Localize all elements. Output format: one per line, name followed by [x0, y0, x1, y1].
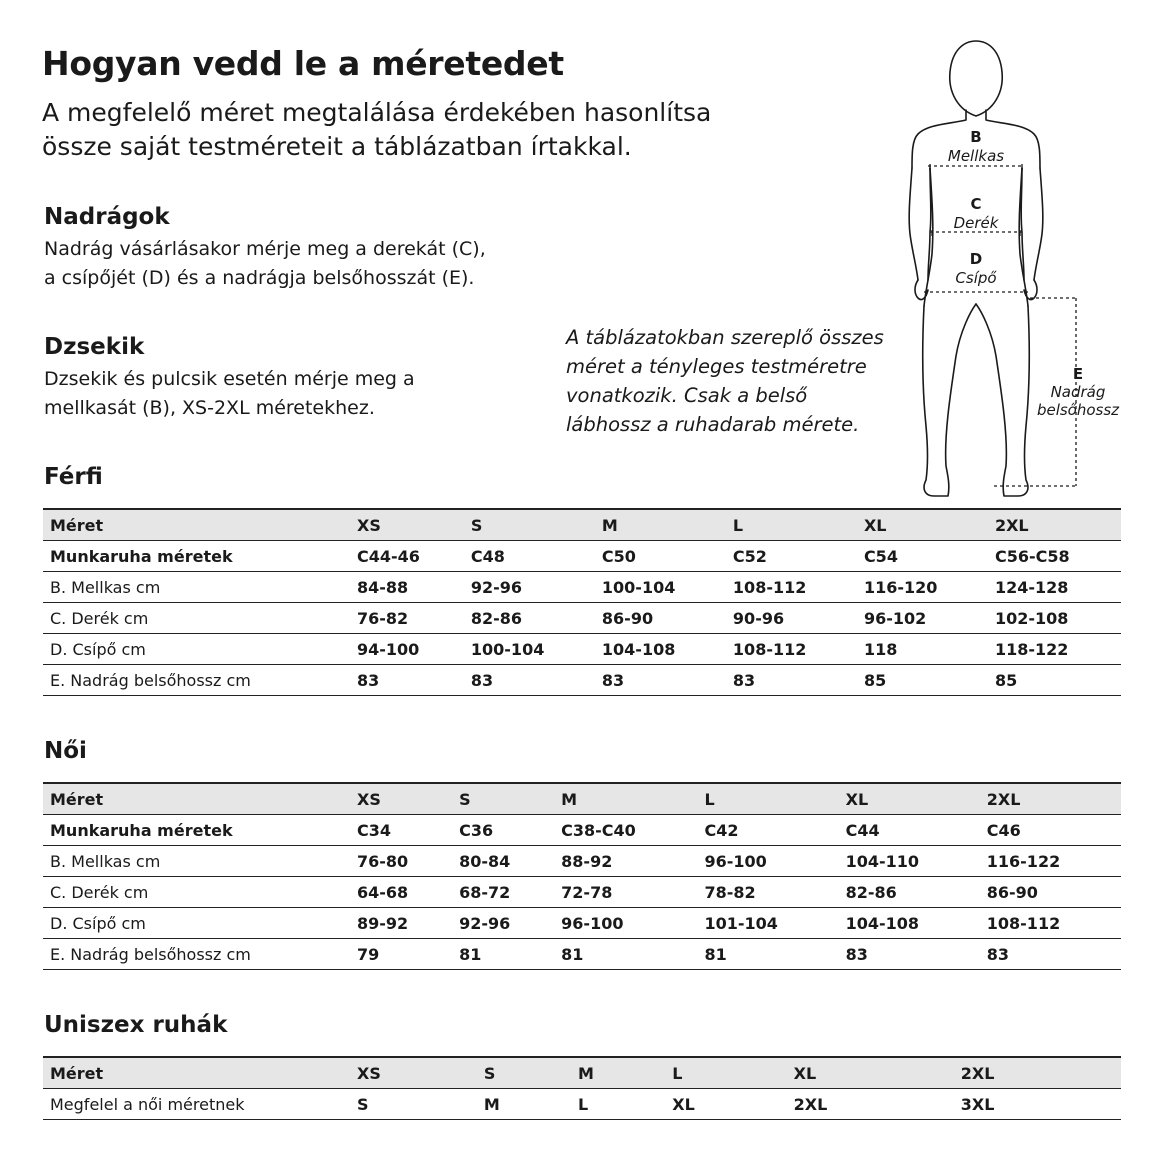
cell: 81	[452, 939, 554, 970]
cell: 83	[980, 939, 1121, 970]
cell: XS	[350, 783, 452, 815]
jackets-line-1: Dzsekik és pulcsik esetén mérje meg a	[44, 368, 415, 390]
cell: 118-122	[988, 634, 1121, 665]
cell: C38-C40	[554, 815, 697, 846]
row-label: Méret	[43, 1057, 350, 1089]
row-label: Méret	[43, 783, 350, 815]
row-label: D. Csípő cm	[43, 634, 350, 665]
men-table-title: Férfi	[44, 464, 103, 490]
cell: 104-110	[839, 846, 980, 877]
cell: 82-86	[839, 877, 980, 908]
note-line-1: A táblázatokban szereplő összes	[566, 326, 884, 349]
cell: C34	[350, 815, 452, 846]
women-size-table	[43, 782, 1121, 970]
cell: 80-84	[452, 846, 554, 877]
cell: S	[350, 1089, 477, 1120]
cell: 79	[350, 939, 452, 970]
cell: C44	[839, 815, 980, 846]
jackets-text	[44, 365, 415, 423]
cell: XL	[665, 1089, 786, 1120]
table-row	[43, 783, 1121, 815]
cell: M	[477, 1089, 571, 1120]
cell: S	[452, 783, 554, 815]
row-label: C. Derék cm	[43, 877, 350, 908]
cell: XL	[857, 509, 988, 541]
note-line-4: lábhossz a ruhadarab mérete.	[566, 413, 860, 436]
cell: S	[464, 509, 595, 541]
cell: 102-108	[988, 603, 1121, 634]
cell: 72-78	[554, 877, 697, 908]
table-row	[43, 1057, 1121, 1089]
cell: 92-96	[464, 572, 595, 603]
cell: C56-C58	[988, 541, 1121, 572]
row-label: D. Csípő cm	[43, 908, 350, 939]
row-label: B. Mellkas cm	[43, 846, 350, 877]
cell: 2XL	[988, 509, 1121, 541]
cell: 94-100	[350, 634, 464, 665]
cell: XS	[350, 1057, 477, 1089]
cell: 116-120	[857, 572, 988, 603]
table-row	[43, 509, 1121, 541]
cell: C48	[464, 541, 595, 572]
cell: L	[571, 1089, 665, 1120]
intro-line-2: össze saját testméreteit a táblázatban írtakkal.	[42, 132, 632, 161]
pants-heading: Nadrágok	[44, 204, 170, 230]
cell: 124-128	[988, 572, 1121, 603]
cell: 108-112	[726, 572, 857, 603]
cell: 104-108	[839, 908, 980, 939]
cell: 96-102	[857, 603, 988, 634]
cell: S	[477, 1057, 571, 1089]
cell: 2XL	[954, 1057, 1121, 1089]
cell: 96-100	[554, 908, 697, 939]
jackets-section	[44, 334, 415, 423]
cell: 64-68	[350, 877, 452, 908]
cell: 2XL	[787, 1089, 954, 1120]
figure-b-letter: B	[970, 128, 982, 146]
women-table-title: Női	[44, 738, 87, 764]
cell: 108-112	[726, 634, 857, 665]
cell: 89-92	[350, 908, 452, 939]
pants-line-2: a csípőjét (D) és a nadrágja belsőhosszát (E).	[44, 267, 475, 289]
figure-e-name-2: belsőhossz	[1036, 401, 1120, 419]
figure-c-letter: C	[970, 195, 982, 213]
figure-label-c	[936, 195, 1016, 233]
cell: C46	[980, 815, 1121, 846]
row-label: Megfelel a női méretnek	[43, 1089, 350, 1120]
cell: 83	[839, 939, 980, 970]
table-row	[43, 541, 1121, 572]
cell: C44-46	[350, 541, 464, 572]
note-line-2: méret a tényleges testméretre	[566, 355, 867, 378]
cell: 116-122	[980, 846, 1121, 877]
table-row	[43, 815, 1121, 846]
note-line-3: vonatkozik. Csak a belső	[566, 384, 808, 407]
cell: XL	[787, 1057, 954, 1089]
cell: 3XL	[954, 1089, 1121, 1120]
page-title: Hogyan vedd le a méretedet	[42, 44, 564, 83]
cell: 85	[988, 665, 1121, 696]
row-label: Munkaruha méretek	[43, 541, 350, 572]
pants-text	[44, 235, 486, 293]
cell: C42	[697, 815, 838, 846]
cell: C52	[726, 541, 857, 572]
cell: 96-100	[697, 846, 838, 877]
row-label: Méret	[43, 509, 350, 541]
cell: 83	[595, 665, 726, 696]
cell: 83	[464, 665, 595, 696]
cell: 78-82	[697, 877, 838, 908]
cell: L	[697, 783, 838, 815]
cell: C54	[857, 541, 988, 572]
pants-section	[44, 204, 486, 293]
cell: 68-72	[452, 877, 554, 908]
cell: 88-92	[554, 846, 697, 877]
figure-d-letter: D	[969, 250, 983, 268]
figure-label-d	[936, 250, 1016, 288]
figure-e-name-1: Nadrág	[1050, 383, 1106, 401]
figure-c-name: Derék	[953, 214, 999, 232]
table-row	[43, 939, 1121, 970]
figure-label-b	[936, 128, 1016, 166]
cell: 118	[857, 634, 988, 665]
row-label: Munkaruha méretek	[43, 815, 350, 846]
intro-text	[42, 96, 762, 164]
jackets-heading: Dzsekik	[44, 334, 145, 360]
table-row	[43, 603, 1121, 634]
cell: 83	[350, 665, 464, 696]
cell: 83	[726, 665, 857, 696]
cell: M	[595, 509, 726, 541]
intro-line-1: A megfelelő méret megtalálása érdekében hasonlítsa	[42, 98, 712, 127]
cell: 100-104	[595, 572, 726, 603]
table-row	[43, 908, 1121, 939]
cell: 76-82	[350, 603, 464, 634]
unisex-size-table	[43, 1056, 1121, 1120]
cell: M	[554, 783, 697, 815]
cell: 100-104	[464, 634, 595, 665]
cell: L	[665, 1057, 786, 1089]
cell: 92-96	[452, 908, 554, 939]
row-label: C. Derék cm	[43, 603, 350, 634]
table-row	[43, 1089, 1121, 1120]
cell: 84-88	[350, 572, 464, 603]
table-row	[43, 634, 1121, 665]
table-row	[43, 572, 1121, 603]
cell: XL	[839, 783, 980, 815]
cell: L	[726, 509, 857, 541]
cell: 81	[554, 939, 697, 970]
cell: 101-104	[697, 908, 838, 939]
row-label: E. Nadrág belsőhossz cm	[43, 939, 350, 970]
men-size-table	[43, 508, 1121, 696]
cell: 82-86	[464, 603, 595, 634]
cell: 90-96	[726, 603, 857, 634]
table-row	[43, 846, 1121, 877]
cell: 108-112	[980, 908, 1121, 939]
cell: 104-108	[595, 634, 726, 665]
figure-b-name: Mellkas	[947, 147, 1005, 165]
figure-d-name: Csípő	[955, 269, 997, 287]
pants-line-1: Nadrág vásárlásakor mérje meg a derekát (C),	[44, 238, 486, 260]
unisex-table-title: Uniszex ruhák	[44, 1012, 228, 1038]
cell: 86-90	[980, 877, 1121, 908]
cell: XS	[350, 509, 464, 541]
table-row	[43, 665, 1121, 696]
cell: 76-80	[350, 846, 452, 877]
cell: M	[571, 1057, 665, 1089]
figure-label-e	[1030, 365, 1126, 419]
cell: 81	[697, 939, 838, 970]
cell: 85	[857, 665, 988, 696]
cell: C36	[452, 815, 554, 846]
jackets-line-2: mellkasát (B), XS-2XL méretekhez.	[44, 397, 375, 419]
measurement-note	[566, 323, 906, 439]
cell: 86-90	[595, 603, 726, 634]
cell: C50	[595, 541, 726, 572]
cell: 2XL	[980, 783, 1121, 815]
row-label: B. Mellkas cm	[43, 572, 350, 603]
table-row	[43, 877, 1121, 908]
row-label: E. Nadrág belsőhossz cm	[43, 665, 350, 696]
figure-e-letter: E	[1072, 365, 1084, 383]
